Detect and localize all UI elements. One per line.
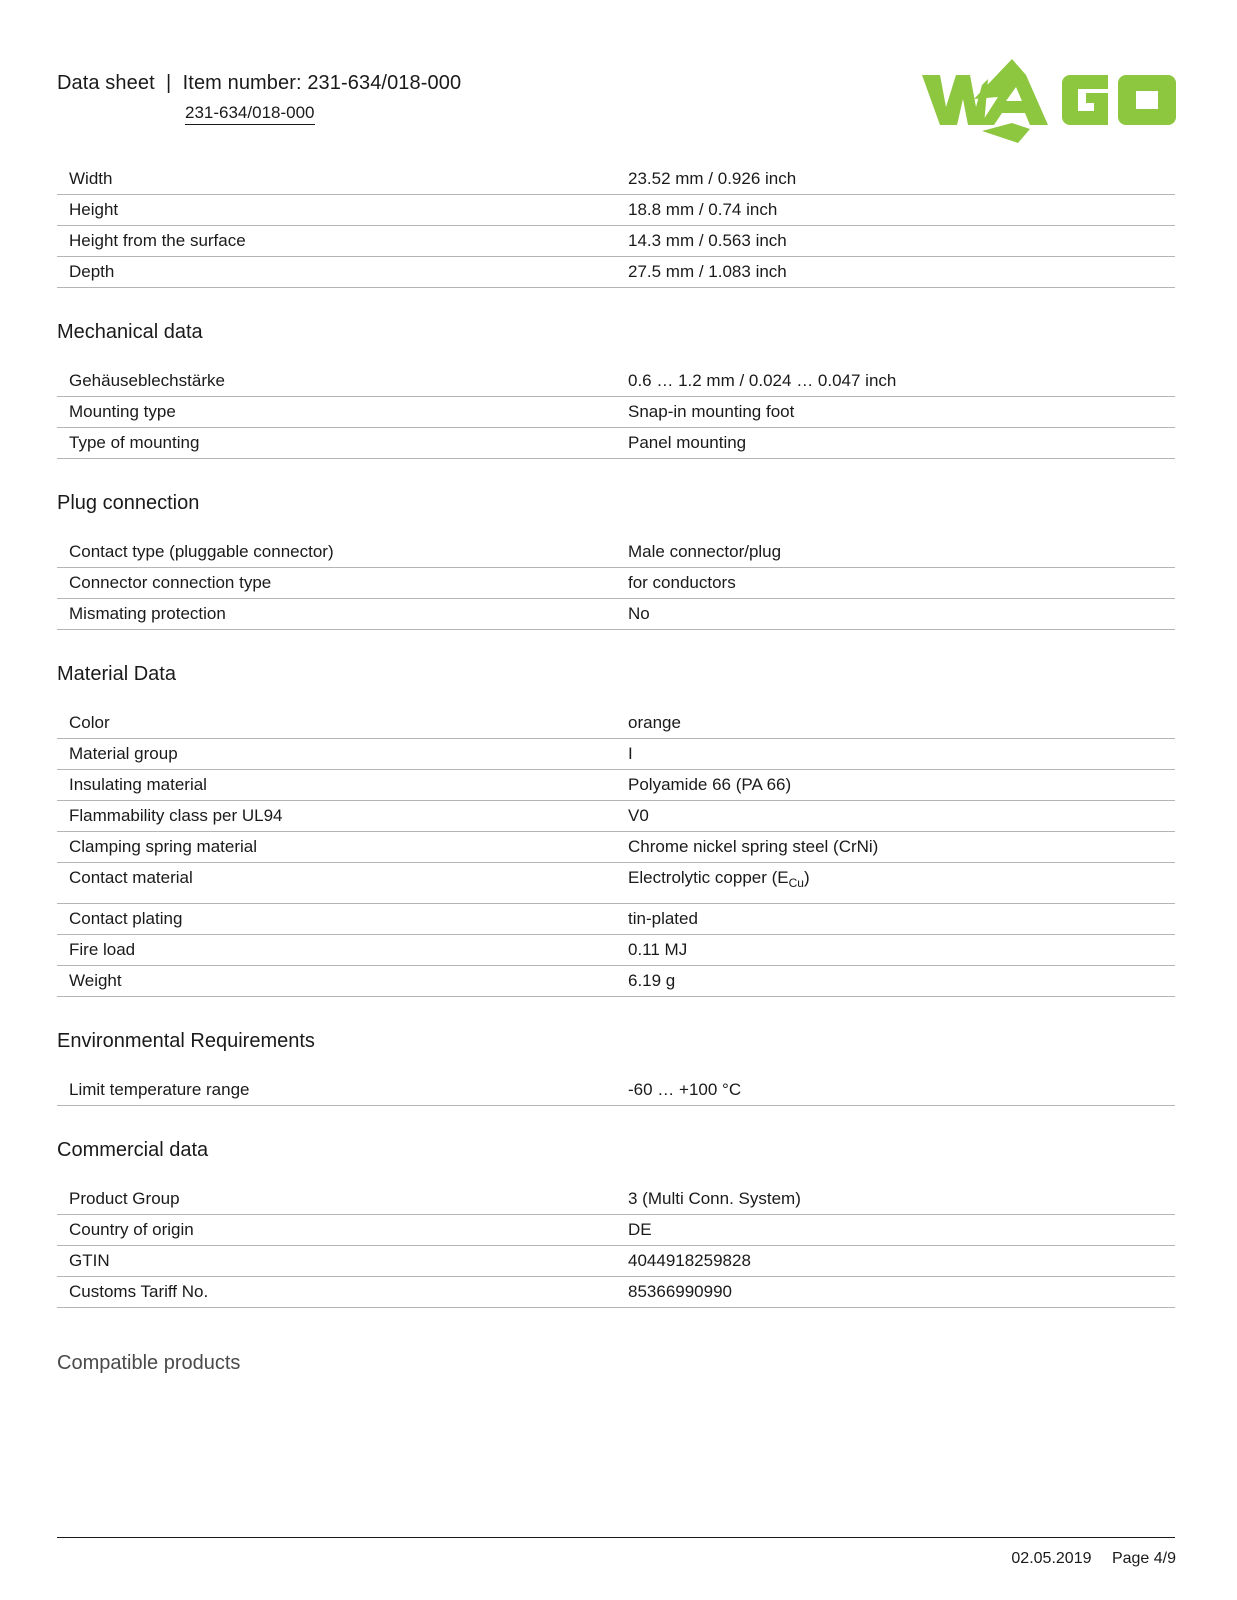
spec-value: 23.52 mm / 0.926 inch — [616, 164, 1175, 195]
spec-row — [57, 1246, 1175, 1277]
spec-row — [57, 226, 1175, 257]
spec-row — [57, 257, 1175, 288]
spec-value: orange — [616, 708, 1175, 739]
wago-logo — [922, 59, 1176, 143]
spec-row — [57, 801, 1175, 832]
spec-label: Fire load — [57, 935, 616, 966]
spec-label: Mismating protection — [57, 599, 616, 630]
spec-value-text: Electrolytic copper (E — [628, 868, 789, 887]
spec-value-suffix: ) — [803, 868, 810, 887]
spec-value: DE — [616, 1215, 1175, 1246]
section-title-plug: Plug connection — [57, 492, 200, 514]
spec-row — [57, 428, 1175, 459]
footer-page-number: Page 4/9 — [1111, 1550, 1176, 1567]
spec-row — [57, 770, 1175, 801]
spec-label: Color — [57, 708, 616, 739]
environmental-table — [57, 1075, 1175, 1106]
spec-value: Male connector/plug — [616, 537, 1175, 568]
spec-label: Gehäuseblechstärke — [57, 366, 616, 397]
spec-label: Height — [57, 195, 616, 226]
spec-row — [57, 1277, 1175, 1308]
spec-value: Snap-in mounting foot — [616, 397, 1175, 428]
footer-date: 02.05.2019 — [1011, 1550, 1092, 1567]
spec-label: Contact plating — [57, 904, 616, 935]
spec-label: Customs Tariff No. — [57, 1277, 616, 1308]
spec-label: Material group — [57, 739, 616, 770]
spec-value: Polyamide 66 (PA 66) — [616, 770, 1175, 801]
spec-value: Chrome nickel spring steel (CrNi) — [616, 832, 1175, 863]
spec-value: 14.3 mm / 0.563 inch — [616, 226, 1175, 257]
section-title-material: Material Data — [57, 663, 176, 685]
spec-row — [57, 708, 1175, 739]
section-title-mechanical: Mechanical data — [57, 321, 203, 343]
spec-label: Country of origin — [57, 1215, 616, 1246]
spec-row — [57, 739, 1175, 770]
spec-label: Mounting type — [57, 397, 616, 428]
spec-label: Weight — [57, 966, 616, 997]
page-title: Data sheet | Item number: 231-634/018-000 — [57, 72, 462, 94]
spec-value: No — [616, 599, 1175, 630]
material-table — [57, 708, 1175, 997]
mechanical-table — [57, 366, 1175, 459]
spec-label: Product Group — [57, 1184, 616, 1215]
spec-value: 6.19 g — [616, 966, 1175, 997]
spec-row — [57, 195, 1175, 226]
spec-label: Type of mounting — [57, 428, 616, 459]
section-title-environmental: Environmental Requirements — [57, 1030, 315, 1052]
spec-value: 0.11 MJ — [616, 935, 1175, 966]
spec-value: 3 (Multi Conn. System) — [616, 1184, 1175, 1215]
spec-label: Contact type (pluggable connector) — [57, 537, 616, 568]
spec-row — [57, 966, 1175, 997]
page-header — [57, 72, 462, 122]
section-title-compatible: Compatible products — [57, 1352, 241, 1374]
spec-value: Panel mounting — [616, 428, 1175, 459]
spec-row — [57, 863, 1175, 904]
spec-row — [57, 537, 1175, 568]
spec-row — [57, 1184, 1175, 1215]
spec-label: Limit temperature range — [57, 1075, 616, 1106]
spec-value: I — [616, 739, 1175, 770]
spec-row — [57, 568, 1175, 599]
spec-label: Insulating material — [57, 770, 616, 801]
spec-label: Connector connection type — [57, 568, 616, 599]
spec-row — [57, 366, 1175, 397]
spec-label: Height from the surface — [57, 226, 616, 257]
spec-value — [616, 863, 1175, 904]
spec-row — [57, 904, 1175, 935]
spec-label: Width — [57, 164, 616, 195]
plug-table — [57, 537, 1175, 630]
item-number-link[interactable]: 231-634/018-000 — [185, 103, 315, 125]
dimensions-table — [57, 164, 1175, 288]
spec-label: Depth — [57, 257, 616, 288]
spec-value: 85366990990 — [616, 1277, 1175, 1308]
spec-label: Contact material — [57, 863, 616, 904]
spec-value: 18.8 mm / 0.74 inch — [616, 195, 1175, 226]
datasheet-content — [57, 164, 1175, 1375]
spec-row — [57, 599, 1175, 630]
page-footer — [1011, 1550, 1176, 1568]
spec-value: for conductors — [616, 568, 1175, 599]
spec-label: Flammability class per UL94 — [57, 801, 616, 832]
spec-label: Clamping spring material — [57, 832, 616, 863]
spec-row — [57, 1215, 1175, 1246]
spec-value: 4044918259828 — [616, 1246, 1175, 1277]
spec-row — [57, 832, 1175, 863]
spec-value: tin-plated — [616, 904, 1175, 935]
spec-row — [57, 164, 1175, 195]
commercial-table — [57, 1184, 1175, 1308]
spec-row — [57, 935, 1175, 966]
spec-label: GTIN — [57, 1246, 616, 1277]
spec-value: 0.6 … 1.2 mm / 0.024 … 0.047 inch — [616, 366, 1175, 397]
footer-divider — [57, 1537, 1175, 1538]
spec-value-subscript: Cu — [788, 876, 804, 890]
spec-value: -60 … +100 °C — [616, 1075, 1175, 1106]
section-title-commercial: Commercial data — [57, 1139, 209, 1161]
spec-row — [57, 397, 1175, 428]
spec-value: 27.5 mm / 1.083 inch — [616, 257, 1175, 288]
spec-row — [57, 1075, 1175, 1106]
spec-value: V0 — [616, 801, 1175, 832]
